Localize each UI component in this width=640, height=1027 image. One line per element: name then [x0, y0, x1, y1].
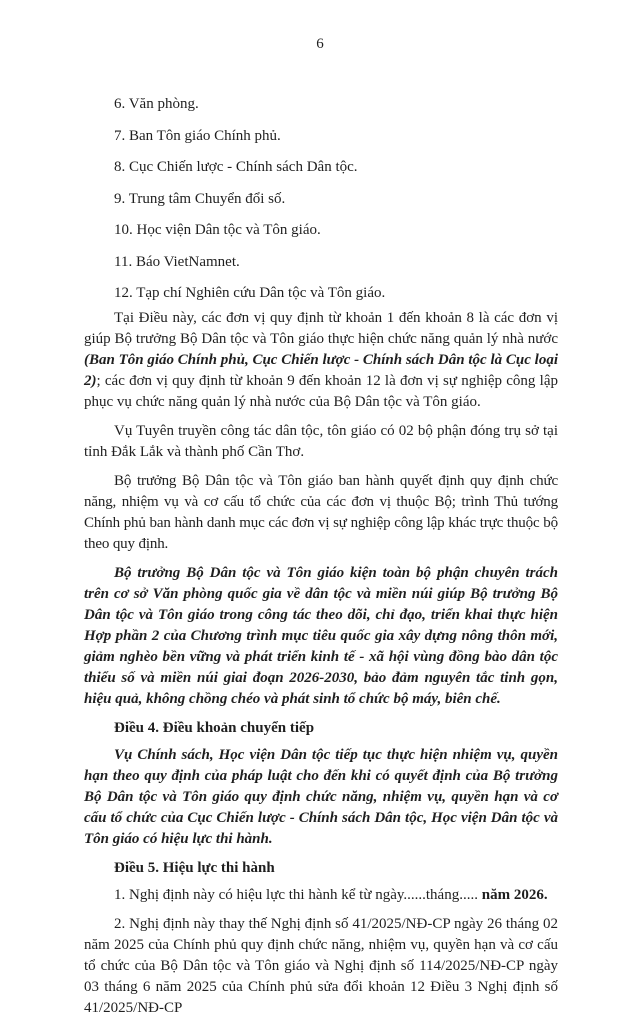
article-4-heading: Điều 4. Điều khoản chuyển tiếp	[114, 720, 315, 736]
article-5-heading: Điều 5. Hiệu lực thi hành	[114, 860, 275, 876]
list-item: 8. Cục Chiến lược - Chính sách Dân tộc.	[114, 159, 358, 175]
paragraph-branch-offices: Vụ Tuyên truyền công tác dân tộc, tôn giáo có 02 bộ phận đóng trụ sở tại tỉnh Đắk Lắk và thành phố Cần Thơ.	[84, 423, 558, 460]
amendment-paragraph: Vụ Chính sách, Học viện Dân tộc tiếp tục thực hiện nhiệm vụ, quyền hạn theo quy định của pháp luật cho đến khi có quyết định của Bộ trưởng Bộ Dân tộc và Tôn giáo quy định chức năng, nhiệm vụ, quyền hạn và cơ cấu tổ chức của Cục Chiến lược - Chính sách Dân tộc, Học viện Dân tộc và Tôn giáo có hiệu lực thi hành.	[84, 747, 558, 847]
paragraph-text: ; các đơn vị quy định từ khoản 9 đến khoản 12 là đơn vị sự nghiệp công lập phục vụ chức năng quản lý nhà nước của Bộ Dân tộc và Tôn giáo.	[84, 373, 558, 410]
clause-text: 1. Nghị định này có hiệu lực thi hành kể từ ngày......tháng.....	[114, 887, 482, 903]
list-item: 12. Tạp chí Nghiên cứu Dân tộc và Tôn giáo.	[114, 285, 386, 301]
document-body	[84, 94, 558, 1027]
clause-2: 2. Nghị định này thay thế Nghị định số 41/2025/NĐ-CP ngày 26 tháng 02 năm 2025 của Chính phủ quy định chức năng, nhiệm vụ, quyền hạn và cơ cấu tổ chức của Bộ Dân tộc và Tôn giáo và Nghị định số 114/2025/NĐ-CP ngày 03 tháng 6 năm 2025 của Chính phủ sửa đổi khoản 12 Điều 3 Nghị định số 41/2025/NĐ-CP	[84, 916, 558, 1016]
list-item: 7. Ban Tôn giáo Chính phủ.	[114, 127, 281, 144]
paragraph-minister-authority: Bộ trưởng Bộ Dân tộc và Tôn giáo ban hành quyết định quy định chức năng, nhiệm vụ và cơ cấu tổ chức của các đơn vị thuộc Bộ; trình Thủ tướng Chính phủ ban hành danh mục các đơn vị sự nghiệp công lập khác trực thuộc bộ theo quy định.	[84, 473, 558, 552]
paragraph-text: Tại Điều này, các đơn vị quy định từ khoản 1 đến khoản 8 là các đơn vị giúp Bộ trưởng Bộ Dân tộc và Tôn giáo thực hiện chức năng quản lý nhà nước	[84, 310, 558, 347]
emphasis-year: năm 2026.	[481, 887, 548, 903]
clause-1	[84, 885, 558, 906]
amendment-paragraph: Bộ trưởng Bộ Dân tộc và Tôn giáo kiện toàn bộ phận chuyên trách trên cơ sở Văn phòng quốc gia về dân tộc và miền núi giúp Bộ trưởng Bộ Dân tộc và Tôn giáo trong công tác theo dõi, chỉ đạo, triển khai thực hiện Hợp phần 2 của Chương trình mục tiêu quốc gia xây dựng nông thôn mới, giảm nghèo bền vững và phát triển kinh tế - xã hội vùng đồng bào dân tộc thiểu số và miền núi giai đoạn 2026-2030, bảo đảm nguyên tắc tinh gọn, hiệu quả, không chồng chéo và phát sinh tổ chức bộ máy, biên chế.	[84, 565, 558, 707]
list-item: 9. Trung tâm Chuyển đổi số.	[114, 190, 286, 207]
list-item: 11. Báo VietNamnet.	[114, 253, 240, 270]
emphasis-text: (Ban Tôn giáo Chính phủ, Cục Chiến lược - Chính sách Dân tộc là Cục loại 2)	[84, 352, 558, 389]
list-item: 6. Văn phòng.	[114, 96, 199, 112]
paragraph-unit-classification	[84, 308, 558, 413]
list-item: 10. Học viện Dân tộc và Tôn giáo.	[114, 222, 321, 238]
page-number: 6	[316, 36, 324, 52]
